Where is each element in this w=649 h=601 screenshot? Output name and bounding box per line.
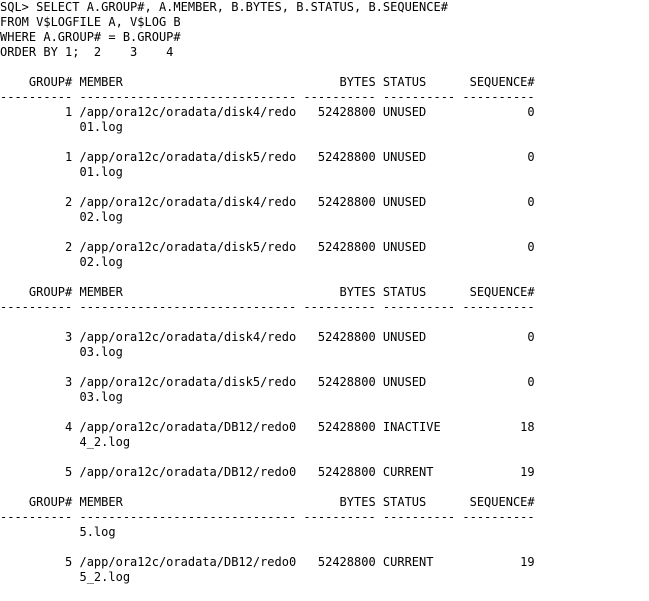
blank-line xyxy=(0,60,649,75)
header-separator-line: ---------- ------------------------------ ---------- ---------- ---------- xyxy=(0,90,535,104)
result-row-line: 3 /app/ora12c/oradata/disk5/redo 52428800 UNUSED 0 xyxy=(0,375,535,389)
blank-line xyxy=(0,315,649,330)
result-row-wrap-line: 02.log xyxy=(0,210,123,224)
result-row-wrap-line: 5_2.log xyxy=(0,570,131,584)
result-row-line: 2 /app/ora12c/oradata/disk4/redo 52428800 UNUSED 0 xyxy=(0,195,535,209)
column-header-line: GROUP# MEMBER BYTES STATUS SEQUENCE# xyxy=(0,75,535,89)
result-row-wrap-line: 03.log xyxy=(0,345,123,359)
blank-line xyxy=(0,225,649,240)
blank-line xyxy=(0,135,649,150)
blank-line xyxy=(0,480,649,495)
result-row-line: 5 /app/ora12c/oradata/DB12/redo0 52428800 CURRENT 19 xyxy=(0,465,535,479)
sql-prompt-line: SQL> SELECT A.GROUP#, A.MEMBER, B.BYTES, B.STATUS, B.SEQUENCE# xyxy=(0,0,448,14)
sql-continuation-line: WHERE A.GROUP# = B.GROUP# xyxy=(0,30,181,44)
sql-continuation-line: ORDER BY 1; 2 3 4 xyxy=(0,45,174,59)
blank-line xyxy=(0,450,649,465)
result-row-line: 1 /app/ora12c/oradata/disk4/redo 52428800 UNUSED 0 xyxy=(0,105,535,119)
column-header-line: GROUP# MEMBER BYTES STATUS SEQUENCE# xyxy=(0,495,535,509)
result-row-line: 3 /app/ora12c/oradata/disk4/redo 52428800 UNUSED 0 xyxy=(0,330,535,344)
header-separator-line: ---------- ------------------------------ ---------- ---------- ---------- xyxy=(0,300,535,314)
column-header-line: GROUP# MEMBER BYTES STATUS SEQUENCE# xyxy=(0,285,535,299)
result-row-wrap-line: 03.log xyxy=(0,390,123,404)
blank-line xyxy=(0,360,649,375)
result-row-wrap-line: 02.log xyxy=(0,255,123,269)
sql-continuation-line: FROM V$LOGFILE A, V$LOG B xyxy=(0,15,181,29)
result-row-wrap-line: 01.log xyxy=(0,165,123,179)
result-row-line: 2 /app/ora12c/oradata/disk5/redo 52428800 UNUSED 0 xyxy=(0,240,535,254)
blank-line xyxy=(0,405,649,420)
blank-line xyxy=(0,180,649,195)
blank-line xyxy=(0,540,649,555)
result-row-line: 5 /app/ora12c/oradata/DB12/redo0 52428800 CURRENT 19 xyxy=(0,555,535,569)
header-separator-line: ---------- ------------------------------ ---------- ---------- ---------- xyxy=(0,510,535,524)
result-row-line: 4 /app/ora12c/oradata/DB12/redo0 52428800 INACTIVE 18 xyxy=(0,420,535,434)
result-row-line: 1 /app/ora12c/oradata/disk5/redo 52428800 UNUSED 0 xyxy=(0,150,535,164)
result-row-wrap-line: 01.log xyxy=(0,120,123,134)
result-row-wrap-line: 4_2.log xyxy=(0,435,131,449)
blank-line xyxy=(0,270,649,285)
result-row-wrap-line: 5.log xyxy=(0,525,116,539)
